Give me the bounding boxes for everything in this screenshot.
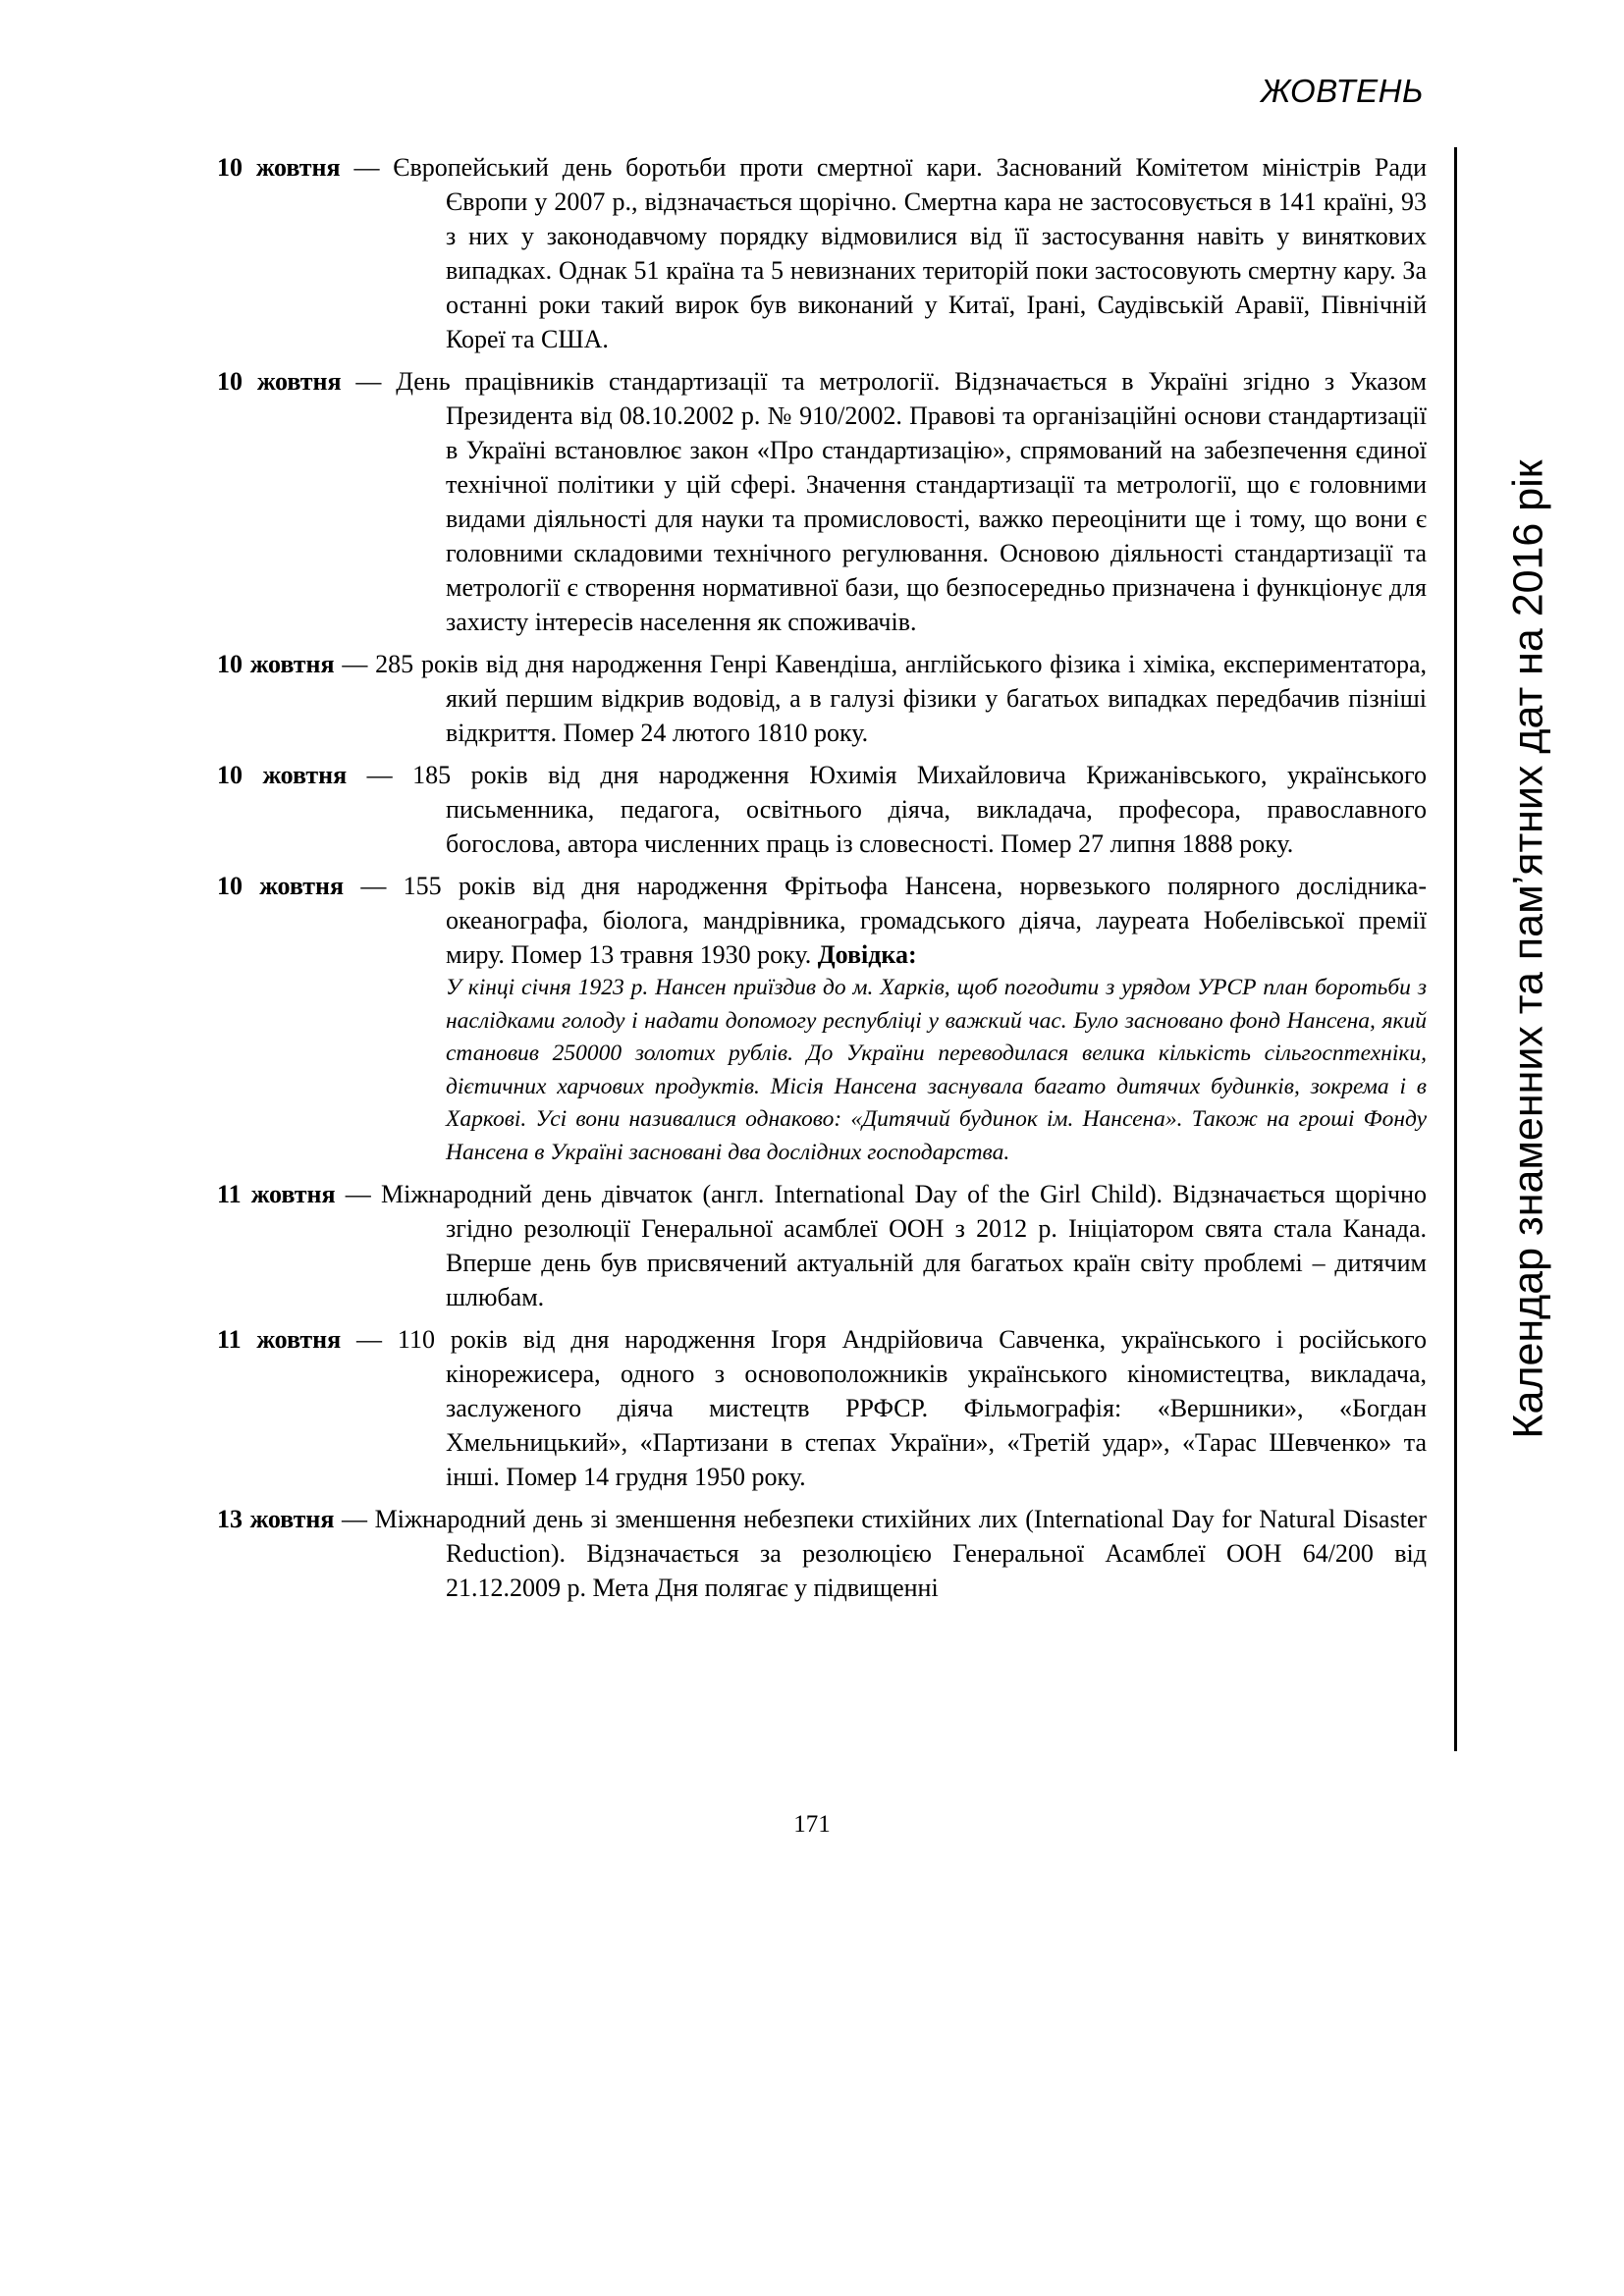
- entry-dash: —: [366, 761, 393, 789]
- entry-text: 185 років від дня народження Юхимія Михайловича Крижанівського, українського письменника, педагога, освітнього діяча, викладача, професора, православного богослова, автора численних праць із словесності. Помер 27 липня 1888 року.: [412, 761, 1428, 858]
- calendar-entry: [217, 647, 1427, 750]
- entry-text: День працівників стандартизації та метрології. Відзначається в Україні згідно з Указом Президента від 08.10.2002 р. № 910/2002. Правові та організаційні основи стандартизації в Україні встановлює закон «Про стандартизацію», спрямований на забезпечення єдиної технічної політики у цій сфері. Значення стандартизації та метрології, що є головними видами діяльності для науки та промисловості, важко переоцінити ще і тому, що вони є головними складовими технічного регулювання. Основою діяльності стандартизації та метрології є створення нормативної бази, що безпосередньо призначена і функціонує для захисту інтересів населення як споживачів.: [396, 367, 1427, 636]
- entry-dash: —: [355, 367, 382, 396]
- page-number: 171: [793, 1811, 831, 1838]
- calendar-entry: [217, 758, 1427, 861]
- entry-text: 155 років від дня народження Фрітьофа Нансена, норвезького полярного дослідника-океанографа, біолога, мандрівника, громадського діяча, лауреата Нобелівської премії миру. Помер 13 травня 1930 року.: [403, 872, 1427, 969]
- entry-dash: —: [360, 872, 387, 900]
- entry-text: Міжнародний день зі зменшення небезпеки стихійних лих (International Day for Natural Disaster Reduction). Відзначається за резолюцією Генеральної Асамблеї ООН 64/200 від 21.12.2009 р. Мета Дня полягає у підвищенні: [374, 1505, 1428, 1602]
- entry-date: 10 жовтня: [217, 872, 345, 900]
- entry-dash: —: [345, 1180, 371, 1208]
- entry-dash: —: [342, 650, 368, 678]
- entry-dash: —: [353, 153, 380, 182]
- entry-date: 10 жовтня: [217, 367, 342, 396]
- entry-text: 285 років від дня народження Генрі Кавендіша, англійського фізика і хіміка, експериментатора, який першим відкрив водовід, а в галузі фізики у багатьох випадках передбачив пізніші відкриття. Помер 24 лютого 1810 року.: [375, 650, 1428, 747]
- running-header-month: ЖОВТЕНЬ: [1261, 73, 1424, 109]
- entry-date: 11 жовтня: [217, 1325, 342, 1354]
- side-book-title: Календар знаменних та пам’ятних дат на 2016 рік: [1504, 459, 1552, 1439]
- calendar-entry: [217, 1502, 1427, 1605]
- calendar-entry: [217, 150, 1427, 356]
- reference-note: У кінці січня 1923 р. Нансен приїздив до м. Харків, щоб погодити з урядом УРСР план боротьби з наслідками голоду і надати допомогу республіці у важкий час. Було засновано фонд Нансена, який становив 250000 золотих рублів. До України переводилася велика кількість сільгосптехніки, дієтичних харчових продуктів. Місія Нансена заснувала багато дитячих будинків, зокрема і в Харкові. Усі вони називалися однаково: «Дитячий будинок ім. Нансена». Також на гроші Фонду Нансена в Україні засновані два дослідних господарства.: [446, 975, 1427, 1165]
- calendar-entry: [217, 1177, 1427, 1314]
- entry-date: 10 жовтня: [217, 153, 341, 182]
- side-vertical-rule: [1454, 147, 1457, 1751]
- calendar-entries: [217, 150, 1427, 1613]
- entry-text: 110 років від дня народження Ігоря Андрійовича Савченка, українського і російського кінорежисера, одного з основоположників українського кіномистецтва, викладача, заслуженого діяча мистецтв РРФСР. Фільмографія: «Вершники», «Богдан Хмельницький», «Партизани в степах України», «Третій удар», «Тарас Шевченко» та інші. Помер 14 грудня 1950 року.: [397, 1325, 1428, 1491]
- entry-date: 11 жовтня: [217, 1180, 336, 1208]
- entry-text: Міжнародний день дівчаток (англ. International Day of the Girl Child). Відзначається щорічно згідно резолюції Генеральної асамблеї ООН з 2012 р. Ініціатором свята стала Канада. Вперше день був присвячений актуальній для багатьох країн світу проблемі – дитячим шлюбам.: [380, 1180, 1427, 1311]
- entry-date: 10 жовтня: [217, 650, 335, 678]
- entry-text: Європейський день боротьби проти смертної кари. Заснований Комітетом міністрів Ради Європи у 2007 р., відзначається щорічно. Смертна кара не застосовується в 141 країні, 93 з них у законодавчому порядку відмовилися від її застосування навіть у виняткових випадках. Однак 51 країна та 5 невизнаних територій поки застосовують смертну кару. За останні роки такий вирок був виконаний у Китаї, Ірані, Саудівській Аравії, Північній Кореї та США.: [393, 153, 1428, 353]
- entry-dash: —: [342, 1505, 368, 1533]
- calendar-entry: [217, 1322, 1427, 1494]
- reference-note-label: Довідка:: [817, 940, 917, 969]
- entry-dash: —: [356, 1325, 383, 1354]
- entry-date: 13 жовтня: [217, 1505, 335, 1533]
- calendar-entry: [217, 364, 1427, 639]
- entry-date: 10 жовтня: [217, 761, 348, 789]
- calendar-entry: [217, 869, 1427, 1169]
